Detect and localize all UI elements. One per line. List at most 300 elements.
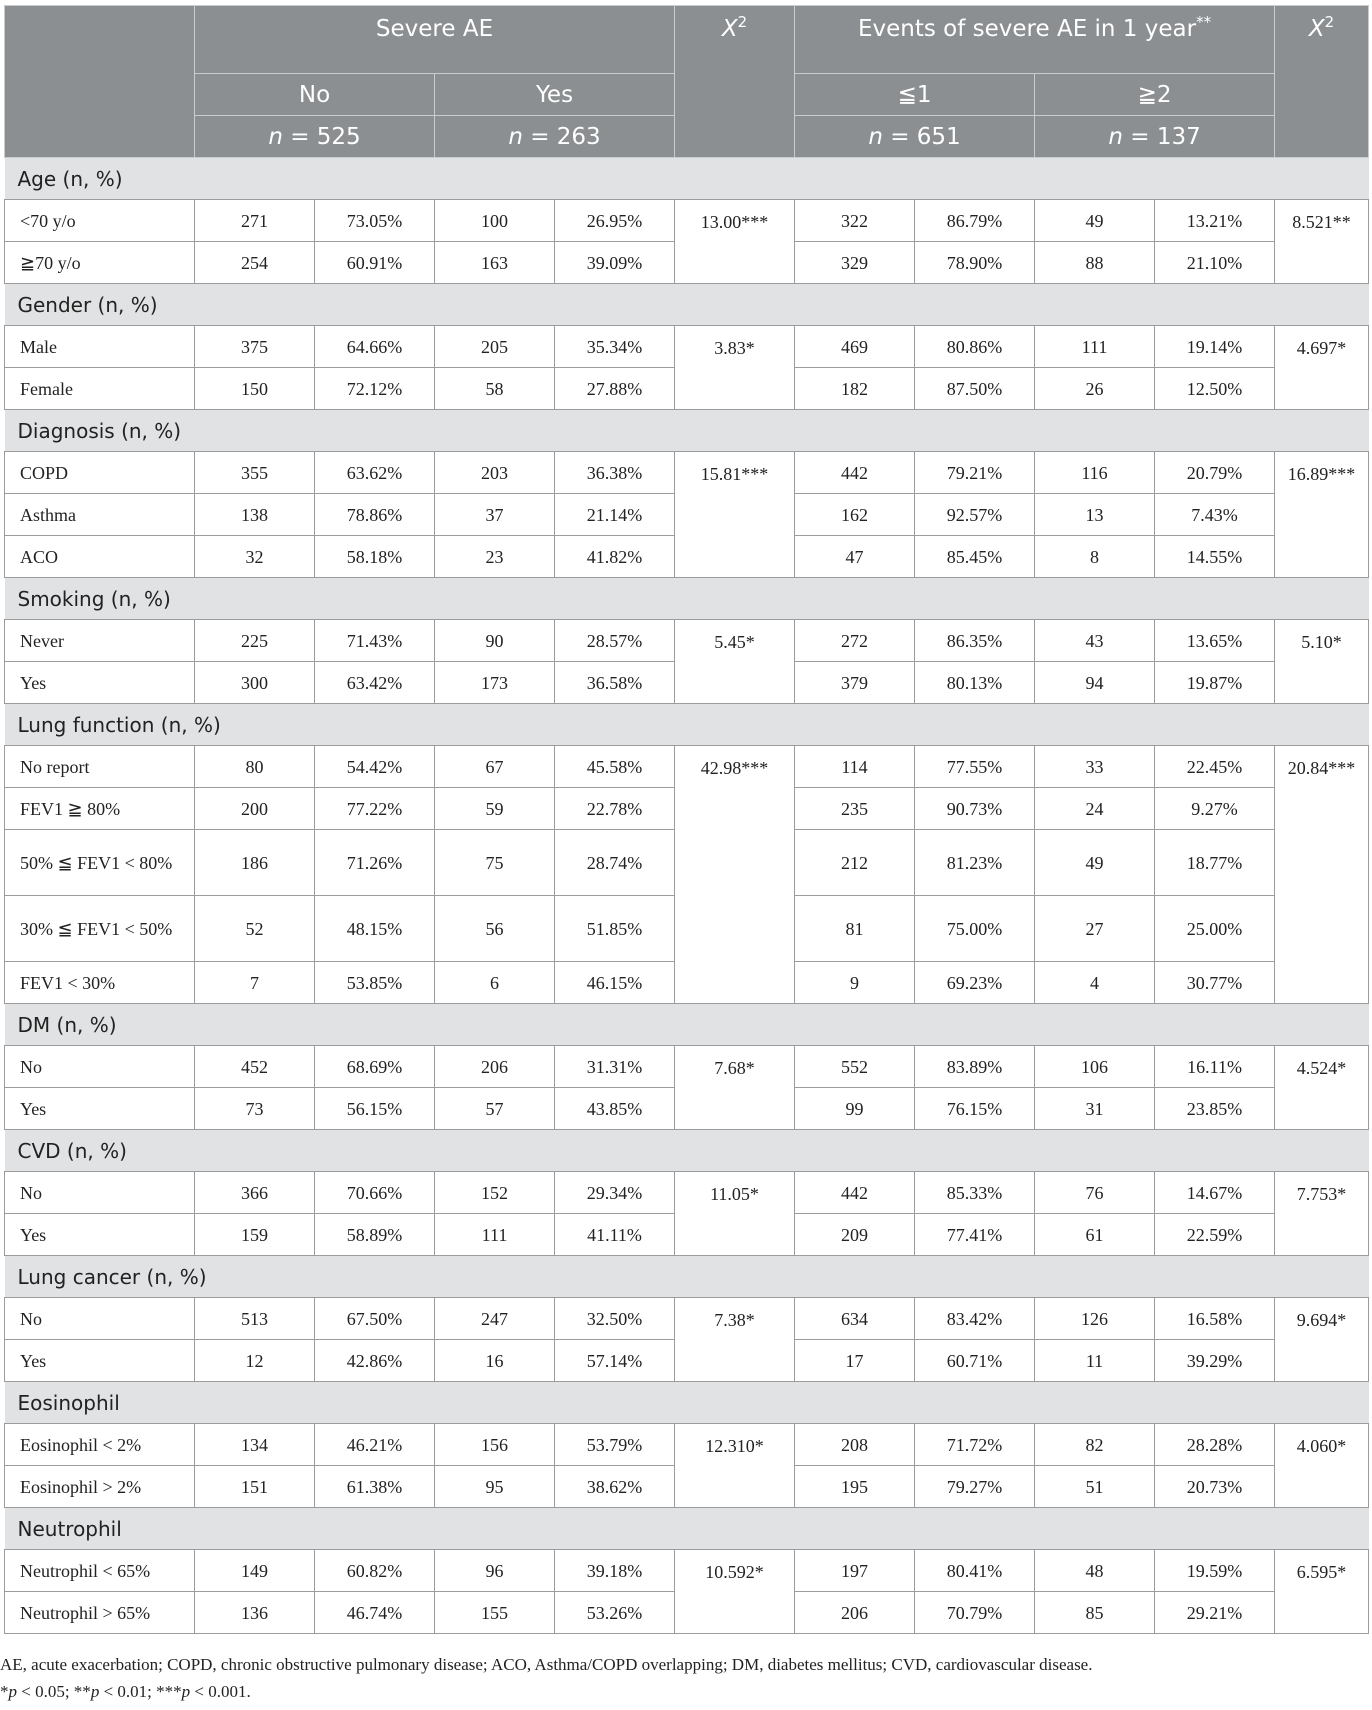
table-cell: 100: [435, 200, 555, 242]
table-cell: 21.14%: [555, 494, 675, 536]
table-cell: 27.88%: [555, 368, 675, 410]
section-title: [5, 284, 1369, 326]
table-cell: 9.27%: [1155, 788, 1275, 830]
table-cell: 254: [195, 242, 315, 284]
section-title-text: Neutrophil: [17, 1516, 122, 1541]
table-cell: 182: [795, 368, 915, 410]
table-cell: 6: [435, 962, 555, 1004]
table-cell: 85.33%: [915, 1172, 1035, 1214]
table-cell: 51: [1035, 1466, 1155, 1508]
row-label: 30% ≦ FEV1 < 50%: [5, 896, 195, 962]
header-ge2: ≧2: [1035, 74, 1275, 116]
table-cell: 149: [195, 1550, 315, 1592]
table-cell: 197: [795, 1550, 915, 1592]
table-cell: 61.38%: [315, 1466, 435, 1508]
table-cell: 27: [1035, 896, 1155, 962]
table-cell: 49: [1035, 830, 1155, 896]
table-cell: 35.34%: [555, 326, 675, 368]
row-label: COPD: [5, 452, 195, 494]
header-severe-ae: Severe AE: [195, 6, 675, 74]
table-cell: 46.74%: [315, 1592, 435, 1634]
table-cell: 235: [795, 788, 915, 830]
table-cell: 12.50%: [1155, 368, 1275, 410]
table-row: [5, 1298, 1369, 1340]
section-title: [5, 1004, 1369, 1046]
row-label: FEV1 < 30%: [5, 962, 195, 1004]
table-cell: 206: [795, 1592, 915, 1634]
table-cell: 136: [195, 1592, 315, 1634]
chi-square-severe: 3.83*: [675, 326, 795, 410]
table-cell: 58.18%: [315, 536, 435, 578]
table-cell: 67: [435, 746, 555, 788]
table-cell: 116: [1035, 452, 1155, 494]
table-cell: 94: [1035, 662, 1155, 704]
section-title: [5, 578, 1369, 620]
row-label: Yes: [5, 1214, 195, 1256]
table-cell: 513: [195, 1298, 315, 1340]
section-row: [5, 1256, 1369, 1298]
table-cell: 70.66%: [315, 1172, 435, 1214]
table-cell: 4: [1035, 962, 1155, 1004]
table-cell: 76: [1035, 1172, 1155, 1214]
row-label: Yes: [5, 1340, 195, 1382]
table-cell: 85.45%: [915, 536, 1035, 578]
table-cell: 111: [435, 1214, 555, 1256]
table-cell: 96: [435, 1550, 555, 1592]
table-cell: 322: [795, 200, 915, 242]
table-cell: 29.21%: [1155, 1592, 1275, 1634]
table-cell: 81.23%: [915, 830, 1035, 896]
row-label: Yes: [5, 1088, 195, 1130]
table-cell: 81: [795, 896, 915, 962]
section-row: [5, 284, 1369, 326]
table-row: [5, 746, 1369, 788]
table-cell: 14.67%: [1155, 1172, 1275, 1214]
table-cell: 271: [195, 200, 315, 242]
table-cell: 86.79%: [915, 200, 1035, 242]
table-cell: 54.42%: [315, 746, 435, 788]
table-cell: 75.00%: [915, 896, 1035, 962]
table-cell: 80.41%: [915, 1550, 1035, 1592]
table-cell: 28.74%: [555, 830, 675, 896]
chi-square-events: 16.89***: [1275, 452, 1369, 578]
table-cell: 22.78%: [555, 788, 675, 830]
table-cell: 195: [795, 1466, 915, 1508]
table-cell: 83.89%: [915, 1046, 1035, 1088]
table-cell: 38.62%: [555, 1466, 675, 1508]
table-cell: 60.82%: [315, 1550, 435, 1592]
chi-square-severe: 11.05*: [675, 1172, 795, 1256]
table-cell: 375: [195, 326, 315, 368]
table-cell: 80.13%: [915, 662, 1035, 704]
table-cell: 68.69%: [315, 1046, 435, 1088]
table-cell: 39.09%: [555, 242, 675, 284]
section-row: [5, 1004, 1369, 1046]
section-title-text: Lung cancer: [17, 1264, 141, 1289]
table-cell: 56.15%: [315, 1088, 435, 1130]
table-cell: 19.14%: [1155, 326, 1275, 368]
table-cell: 48.15%: [315, 896, 435, 962]
header-n-ge2: n = 137: [1035, 116, 1275, 158]
table-cell: 126: [1035, 1298, 1155, 1340]
table-cell: 442: [795, 452, 915, 494]
table-cell: 90.73%: [915, 788, 1035, 830]
table-cell: 31.31%: [555, 1046, 675, 1088]
section-title-text: Gender: [17, 292, 92, 317]
section-row: [5, 704, 1369, 746]
table-cell: 163: [435, 242, 555, 284]
table-cell: 25.00%: [1155, 896, 1275, 962]
table-cell: 46.21%: [315, 1424, 435, 1466]
header-n-le1: n = 651: [795, 116, 1035, 158]
table-cell: 30.77%: [1155, 962, 1275, 1004]
section-title-suffix: (n, %): [104, 586, 171, 611]
table-cell: 45.58%: [555, 746, 675, 788]
chi-square-events: 20.84***: [1275, 746, 1369, 1004]
table-cell: 78.90%: [915, 242, 1035, 284]
table-row: [5, 1424, 1369, 1466]
table-cell: 43.85%: [555, 1088, 675, 1130]
table-cell: 634: [795, 1298, 915, 1340]
table-cell: 36.38%: [555, 452, 675, 494]
table-cell: 150: [195, 368, 315, 410]
table-cell: 162: [795, 494, 915, 536]
table-cell: 33: [1035, 746, 1155, 788]
table-cell: 32: [195, 536, 315, 578]
table-cell: 18.77%: [1155, 830, 1275, 896]
table-cell: 99: [795, 1088, 915, 1130]
table-body: [5, 158, 1369, 1634]
table-cell: 28.57%: [555, 620, 675, 662]
table-cell: 48: [1035, 1550, 1155, 1592]
table-cell: 61: [1035, 1214, 1155, 1256]
table-cell: 80.86%: [915, 326, 1035, 368]
table-cell: 17: [795, 1340, 915, 1382]
table-cell: 225: [195, 620, 315, 662]
table-row: [5, 620, 1369, 662]
table-row: [5, 200, 1369, 242]
table-cell: 92.57%: [915, 494, 1035, 536]
table-cell: 23: [435, 536, 555, 578]
table-cell: 79.27%: [915, 1466, 1035, 1508]
table-cell: 57: [435, 1088, 555, 1130]
section-row: [5, 1130, 1369, 1172]
table-cell: 24: [1035, 788, 1155, 830]
table-cell: 63.62%: [315, 452, 435, 494]
row-label: FEV1 ≧ 80%: [5, 788, 195, 830]
table-cell: 64.66%: [315, 326, 435, 368]
table-cell: 11: [1035, 1340, 1155, 1382]
table-cell: 16: [435, 1340, 555, 1382]
table-cell: 80: [195, 746, 315, 788]
table-cell: 82: [1035, 1424, 1155, 1466]
chi-square-severe: 7.38*: [675, 1298, 795, 1382]
header-n-no: n = 525: [195, 116, 435, 158]
table-cell: 43: [1035, 620, 1155, 662]
footnote-abbreviations: AE, acute exacerbation; COPD, chronic obstructive pulmonary disease; ACO, Asthma/COPD overlapping; DM, diabetes mellitus; CVD, cardiovascular disease.: [0, 1655, 1093, 1674]
header-stub: [5, 6, 195, 158]
section-title-text: Diagnosis: [17, 418, 115, 443]
table-cell: 16.11%: [1155, 1046, 1275, 1088]
row-label: Eosinophil < 2%: [5, 1424, 195, 1466]
header-no: No: [195, 74, 435, 116]
section-title: [5, 410, 1369, 452]
chi-square-severe: 15.81***: [675, 452, 795, 578]
table-cell: 14.55%: [1155, 536, 1275, 578]
table-cell: 452: [195, 1046, 315, 1088]
table-cell: 77.22%: [315, 788, 435, 830]
table-cell: 28.28%: [1155, 1424, 1275, 1466]
table-cell: 46.15%: [555, 962, 675, 1004]
table-cell: 71.26%: [315, 830, 435, 896]
table-cell: 90: [435, 620, 555, 662]
table-cell: 37: [435, 494, 555, 536]
table-cell: 83.42%: [915, 1298, 1035, 1340]
table-cell: 77.55%: [915, 746, 1035, 788]
footnote-significance: *p < 0.05; **p < 0.01; ***p < 0.001.: [0, 1682, 251, 1701]
row-label: No report: [5, 746, 195, 788]
chi-square-events: 4.060*: [1275, 1424, 1369, 1508]
table-cell: 39.18%: [555, 1550, 675, 1592]
table-row: [5, 1550, 1369, 1592]
table-cell: 31: [1035, 1088, 1155, 1130]
section-title-suffix: (n, %): [91, 292, 158, 317]
table-cell: 71.43%: [315, 620, 435, 662]
row-label: Asthma: [5, 494, 195, 536]
chi-square-events: 4.524*: [1275, 1046, 1369, 1130]
table-cell: 49: [1035, 200, 1155, 242]
table-cell: 16.58%: [1155, 1298, 1275, 1340]
table-cell: 22.59%: [1155, 1214, 1275, 1256]
header-events: Events of severe AE in 1 year**: [795, 6, 1275, 74]
table-cell: 13.65%: [1155, 620, 1275, 662]
table-cell: 32.50%: [555, 1298, 675, 1340]
section-row: [5, 578, 1369, 620]
section-title-text: Lung function: [17, 712, 155, 737]
table-cell: 57.14%: [555, 1340, 675, 1382]
row-label: ≧70 y/o: [5, 242, 195, 284]
table-cell: 73: [195, 1088, 315, 1130]
table-cell: 19.59%: [1155, 1550, 1275, 1592]
table-cell: 22.45%: [1155, 746, 1275, 788]
row-label: ACO: [5, 536, 195, 578]
table-cell: 75: [435, 830, 555, 896]
table-row: [5, 1046, 1369, 1088]
table-cell: 469: [795, 326, 915, 368]
table-row: [5, 1172, 1369, 1214]
table-cell: 36.58%: [555, 662, 675, 704]
chi-square-severe: 12.310*: [675, 1424, 795, 1508]
table-cell: 53.85%: [315, 962, 435, 1004]
section-title-text: Smoking: [17, 586, 105, 611]
table-cell: 379: [795, 662, 915, 704]
row-label: Neutrophil < 65%: [5, 1550, 195, 1592]
section-title: [5, 704, 1369, 746]
table-cell: 20.73%: [1155, 1466, 1275, 1508]
table-cell: 138: [195, 494, 315, 536]
table-cell: 203: [435, 452, 555, 494]
section-title-suffix: (n, %): [114, 418, 182, 443]
table-cell: 12: [195, 1340, 315, 1382]
section-row: [5, 158, 1369, 200]
table-cell: 272: [795, 620, 915, 662]
table-cell: 58: [435, 368, 555, 410]
row-label: Yes: [5, 662, 195, 704]
row-label: No: [5, 1298, 195, 1340]
row-label: Neutrophil > 65%: [5, 1592, 195, 1634]
section-title-suffix: (n, %): [60, 1138, 127, 1163]
table-cell: 69.23%: [915, 962, 1035, 1004]
table-cell: 13: [1035, 494, 1155, 536]
table-cell: 58.89%: [315, 1214, 435, 1256]
table-cell: 366: [195, 1172, 315, 1214]
table-cell: 53.26%: [555, 1592, 675, 1634]
chi-square-events: 7.753*: [1275, 1172, 1369, 1256]
section-title: [5, 1256, 1369, 1298]
table-container: [4, 5, 1368, 1634]
row-label: Male: [5, 326, 195, 368]
table-cell: 72.12%: [315, 368, 435, 410]
section-title: [5, 158, 1369, 200]
section-row: [5, 410, 1369, 452]
section-title-text: CVD: [17, 1138, 61, 1163]
table-cell: 155: [435, 1592, 555, 1634]
table-cell: 79.21%: [915, 452, 1035, 494]
table-row: [5, 326, 1369, 368]
chi-square-severe: 5.45*: [675, 620, 795, 704]
table-cell: 71.72%: [915, 1424, 1035, 1466]
row-label: Never: [5, 620, 195, 662]
table-cell: 206: [435, 1046, 555, 1088]
section-title: [5, 1382, 1369, 1424]
table-cell: 9: [795, 962, 915, 1004]
table-cell: 247: [435, 1298, 555, 1340]
table-cell: 73.05%: [315, 200, 435, 242]
section-title: [5, 1508, 1369, 1550]
table-cell: 87.50%: [915, 368, 1035, 410]
table-row: [5, 452, 1369, 494]
chi-square-events: 8.521**: [1275, 200, 1369, 284]
row-label: Eosinophil > 2%: [5, 1466, 195, 1508]
results-table: [4, 5, 1369, 1634]
table-cell: 53.79%: [555, 1424, 675, 1466]
chi-square-severe: 10.592*: [675, 1550, 795, 1634]
table-cell: 88: [1035, 242, 1155, 284]
section-title-text: Age: [17, 166, 57, 191]
section-title-suffix: (n, %): [140, 1264, 207, 1289]
chi-square-severe: 13.00***: [675, 200, 795, 284]
table-cell: 212: [795, 830, 915, 896]
row-label: No: [5, 1172, 195, 1214]
section-title-suffix: (n, %): [56, 166, 123, 191]
table-cell: 52: [195, 896, 315, 962]
chi-square-events: 4.697*: [1275, 326, 1369, 410]
table-cell: 205: [435, 326, 555, 368]
section-title-suffix: (n, %): [50, 1012, 117, 1037]
table-cell: 159: [195, 1214, 315, 1256]
chi-square-severe: 7.68*: [675, 1046, 795, 1130]
table-cell: 95: [435, 1466, 555, 1508]
table-cell: 86.35%: [915, 620, 1035, 662]
table-cell: 60.71%: [915, 1340, 1035, 1382]
chi-square-events: 5.10*: [1275, 620, 1369, 704]
table-cell: 200: [195, 788, 315, 830]
table-cell: 329: [795, 242, 915, 284]
table-cell: 134: [195, 1424, 315, 1466]
table-cell: 19.87%: [1155, 662, 1275, 704]
header-n-yes: n = 263: [435, 116, 675, 158]
row-label: Female: [5, 368, 195, 410]
table-cell: 59: [435, 788, 555, 830]
section-title: [5, 1130, 1369, 1172]
table-cell: 13.21%: [1155, 200, 1275, 242]
table-cell: 111: [1035, 326, 1155, 368]
table-cell: 41.11%: [555, 1214, 675, 1256]
row-label: No: [5, 1046, 195, 1088]
table-cell: 29.34%: [555, 1172, 675, 1214]
row-label: <70 y/o: [5, 200, 195, 242]
header-yes: Yes: [435, 74, 675, 116]
table-cell: 208: [795, 1424, 915, 1466]
table-cell: 21.10%: [1155, 242, 1275, 284]
table-cell: 39.29%: [1155, 1340, 1275, 1382]
table-cell: 552: [795, 1046, 915, 1088]
table-cell: 85: [1035, 1592, 1155, 1634]
table-cell: 77.41%: [915, 1214, 1035, 1256]
table-cell: 114: [795, 746, 915, 788]
table-cell: 20.79%: [1155, 452, 1275, 494]
table-cell: 173: [435, 662, 555, 704]
chi-square-events: 6.595*: [1275, 1550, 1369, 1634]
section-title-text: DM: [17, 1012, 51, 1037]
section-row: [5, 1508, 1369, 1550]
header-chi-square-severe: $X^2$: [675, 6, 795, 158]
table-header: [5, 6, 1369, 158]
table-cell: 442: [795, 1172, 915, 1214]
table-cell: 47: [795, 536, 915, 578]
table-cell: 209: [795, 1214, 915, 1256]
table-cell: 106: [1035, 1046, 1155, 1088]
table-cell: 7: [195, 962, 315, 1004]
table-cell: 355: [195, 452, 315, 494]
header-le1: ≦1: [795, 74, 1035, 116]
section-title-suffix: (n, %): [154, 712, 221, 737]
table-cell: 26.95%: [555, 200, 675, 242]
table-cell: 76.15%: [915, 1088, 1035, 1130]
table-cell: 8: [1035, 536, 1155, 578]
table-cell: 186: [195, 830, 315, 896]
table-cell: 60.91%: [315, 242, 435, 284]
chi-square-severe: 42.98***: [675, 746, 795, 1004]
table-cell: 56: [435, 896, 555, 962]
chi-square-events: 9.694*: [1275, 1298, 1369, 1382]
table-cell: 42.86%: [315, 1340, 435, 1382]
table-cell: 300: [195, 662, 315, 704]
header-chi-square-events: $X^2$: [1275, 6, 1369, 158]
table-cell: 152: [435, 1172, 555, 1214]
table-cell: 156: [435, 1424, 555, 1466]
table-cell: 7.43%: [1155, 494, 1275, 536]
table-cell: 78.86%: [315, 494, 435, 536]
table-cell: 23.85%: [1155, 1088, 1275, 1130]
table-cell: 51.85%: [555, 896, 675, 962]
section-row: [5, 1382, 1369, 1424]
table-cell: 63.42%: [315, 662, 435, 704]
table-cell: 26: [1035, 368, 1155, 410]
table-cell: 67.50%: [315, 1298, 435, 1340]
table-cell: 41.82%: [555, 536, 675, 578]
section-title-text: Eosinophil: [17, 1390, 120, 1415]
